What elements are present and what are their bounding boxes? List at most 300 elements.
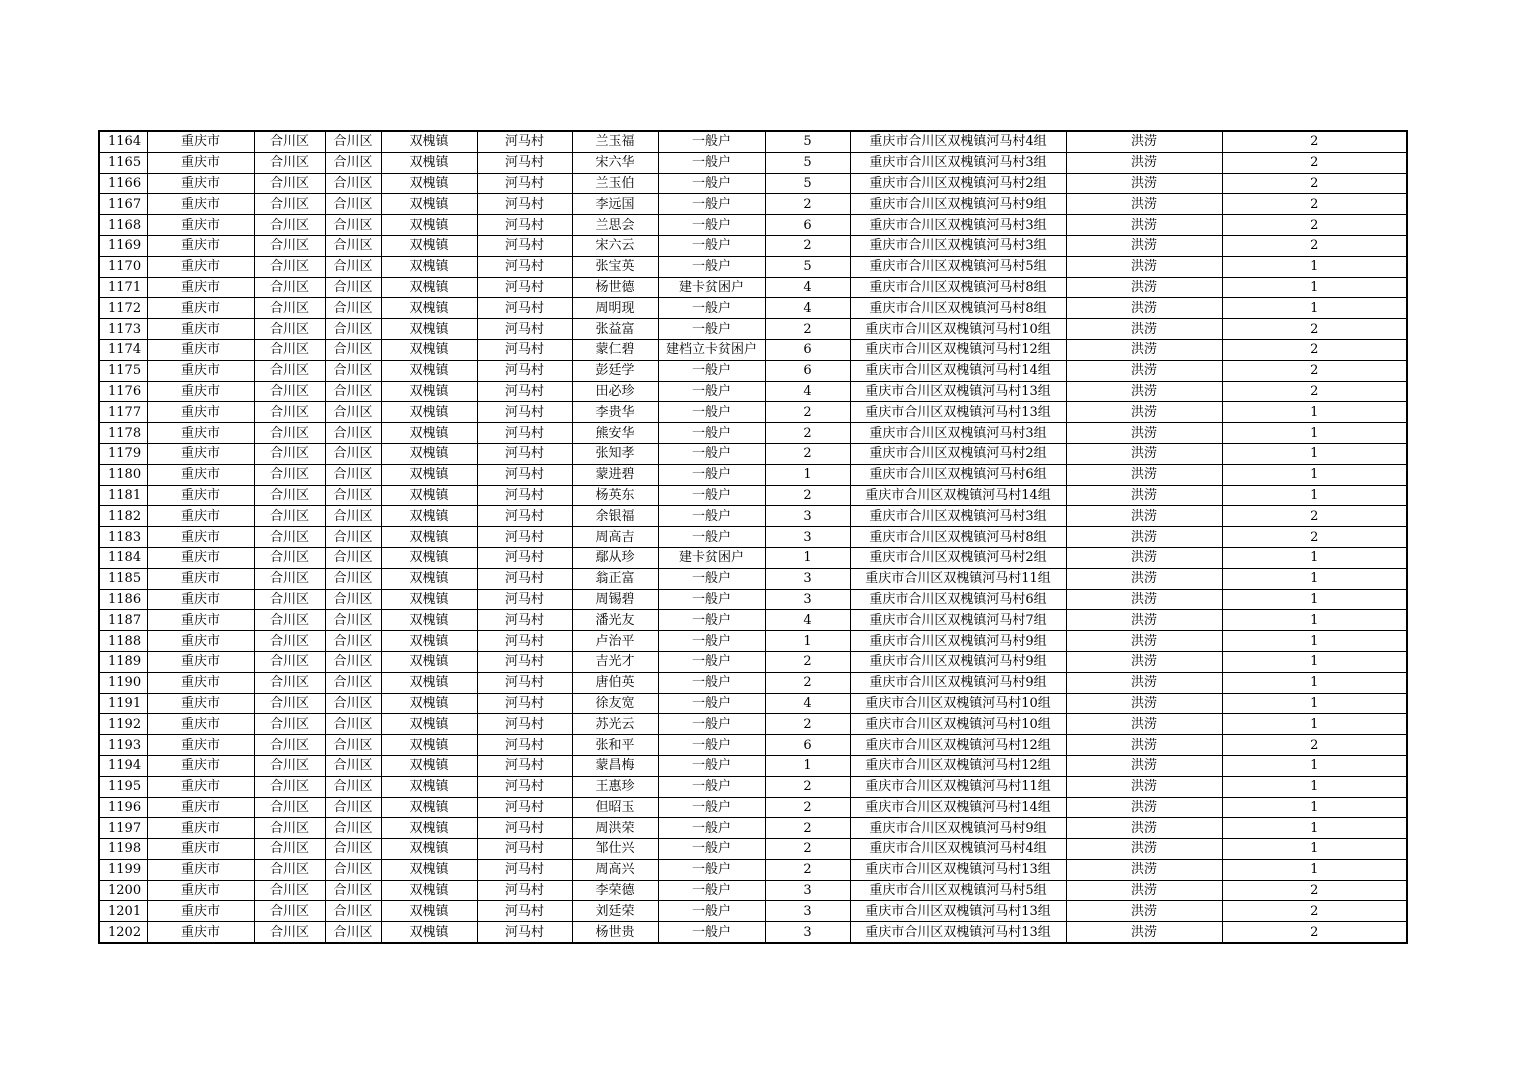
cell-household-type: 一般户 [658,256,765,277]
cell-household-type: 一般户 [658,859,765,880]
cell-name: 田必珍 [572,381,658,402]
cell-city: 重庆市 [147,901,254,922]
cell-household-type: 一般户 [658,672,765,693]
cell-disaster-type: 洪涝 [1066,215,1222,236]
cell-value: 1 [1222,423,1407,444]
cell-district: 合川区 [325,589,381,610]
cell-name: 翁正富 [572,568,658,589]
cell-value: 1 [1222,277,1407,298]
cell-address: 重庆市合川区双槐镇河马村10组 [850,693,1066,714]
cell-town: 双槐镇 [381,818,477,839]
cell-district: 合川区 [254,880,325,901]
cell-town: 双槐镇 [381,173,477,194]
cell-id: 1175 [99,360,147,381]
cell-district: 合川区 [254,381,325,402]
cell-name: 兰思会 [572,215,658,236]
cell-district: 合川区 [325,922,381,943]
cell-household-type: 一般户 [658,402,765,423]
cell-city: 重庆市 [147,568,254,589]
cell-count: 4 [765,277,850,298]
cell-city: 重庆市 [147,589,254,610]
cell-city: 重庆市 [147,402,254,423]
cell-district: 合川区 [254,506,325,527]
cell-value: 2 [1222,527,1407,548]
table-row [99,215,1407,236]
cell-village: 河马村 [477,131,572,152]
cell-district: 合川区 [325,443,381,464]
cell-id: 1184 [99,547,147,568]
cell-district: 合川区 [254,319,325,340]
cell-district: 合川区 [254,256,325,277]
cell-village: 河马村 [477,714,572,735]
cell-district: 合川区 [325,506,381,527]
cell-district: 合川区 [325,651,381,672]
cell-household-type: 一般户 [658,131,765,152]
cell-city: 重庆市 [147,381,254,402]
cell-village: 河马村 [477,901,572,922]
cell-city: 重庆市 [147,651,254,672]
cell-household-type: 一般户 [658,215,765,236]
cell-disaster-type: 洪涝 [1066,360,1222,381]
household-table [98,130,1408,944]
cell-district: 合川区 [254,402,325,423]
cell-value: 1 [1222,547,1407,568]
cell-disaster-type: 洪涝 [1066,839,1222,860]
table-row [99,589,1407,610]
cell-district: 合川区 [254,776,325,797]
cell-address: 重庆市合川区双槐镇河马村2组 [850,173,1066,194]
cell-name: 张益富 [572,319,658,340]
cell-disaster-type: 洪涝 [1066,381,1222,402]
cell-city: 重庆市 [147,235,254,256]
cell-count: 2 [765,714,850,735]
cell-address: 重庆市合川区双槐镇河马村12组 [850,755,1066,776]
cell-id: 1168 [99,215,147,236]
cell-village: 河马村 [477,631,572,652]
cell-count: 3 [765,527,850,548]
table-row [99,735,1407,756]
cell-count: 2 [765,194,850,215]
cell-town: 双槐镇 [381,319,477,340]
cell-disaster-type: 洪涝 [1066,443,1222,464]
cell-district: 合川区 [325,735,381,756]
cell-count: 2 [765,651,850,672]
cell-city: 重庆市 [147,485,254,506]
table-row [99,693,1407,714]
cell-value: 1 [1222,443,1407,464]
cell-disaster-type: 洪涝 [1066,880,1222,901]
cell-village: 河马村 [477,693,572,714]
cell-town: 双槐镇 [381,631,477,652]
cell-id: 1164 [99,131,147,152]
cell-village: 河马村 [477,755,572,776]
cell-name: 刘廷荣 [572,901,658,922]
cell-name: 彭廷学 [572,360,658,381]
cell-disaster-type: 洪涝 [1066,610,1222,631]
cell-count: 2 [765,797,850,818]
cell-district: 合川区 [325,256,381,277]
cell-town: 双槐镇 [381,298,477,319]
cell-count: 3 [765,922,850,943]
cell-town: 双槐镇 [381,839,477,860]
cell-city: 重庆市 [147,215,254,236]
cell-address: 重庆市合川区双槐镇河马村14组 [850,797,1066,818]
cell-district: 合川区 [254,173,325,194]
cell-household-type: 一般户 [658,693,765,714]
cell-name: 蒙仁碧 [572,339,658,360]
cell-town: 双槐镇 [381,277,477,298]
table-row [99,922,1407,943]
cell-district: 合川区 [325,152,381,173]
cell-district: 合川区 [325,215,381,236]
cell-household-type: 一般户 [658,922,765,943]
cell-district: 合川区 [254,714,325,735]
cell-name: 唐伯英 [572,672,658,693]
cell-district: 合川区 [325,610,381,631]
cell-district: 合川区 [254,672,325,693]
cell-count: 2 [765,319,850,340]
cell-count: 2 [765,859,850,880]
cell-district: 合川区 [254,360,325,381]
cell-address: 重庆市合川区双槐镇河马村13组 [850,859,1066,880]
cell-count: 6 [765,215,850,236]
cell-village: 河马村 [477,776,572,797]
cell-district: 合川区 [325,631,381,652]
cell-city: 重庆市 [147,859,254,880]
cell-count: 2 [765,423,850,444]
cell-disaster-type: 洪涝 [1066,256,1222,277]
cell-disaster-type: 洪涝 [1066,693,1222,714]
cell-count: 2 [765,402,850,423]
cell-household-type: 一般户 [658,880,765,901]
cell-address: 重庆市合川区双槐镇河马村3组 [850,506,1066,527]
cell-village: 河马村 [477,485,572,506]
cell-name: 宋六云 [572,235,658,256]
cell-district: 合川区 [325,235,381,256]
cell-district: 合川区 [254,631,325,652]
cell-name: 兰玉伯 [572,173,658,194]
cell-name: 李荣德 [572,880,658,901]
cell-village: 河马村 [477,152,572,173]
cell-household-type: 一般户 [658,797,765,818]
cell-id: 1178 [99,423,147,444]
cell-address: 重庆市合川区双槐镇河马村3组 [850,423,1066,444]
table-row [99,443,1407,464]
cell-id: 1187 [99,610,147,631]
cell-household-type: 建档立卡贫困户 [658,339,765,360]
cell-value: 1 [1222,610,1407,631]
cell-address: 重庆市合川区双槐镇河马村14组 [850,360,1066,381]
cell-village: 河马村 [477,402,572,423]
table-row [99,714,1407,735]
table-row [99,402,1407,423]
cell-district: 合川区 [325,485,381,506]
cell-town: 双槐镇 [381,880,477,901]
cell-village: 河马村 [477,256,572,277]
cell-district: 合川区 [325,776,381,797]
cell-id: 1166 [99,173,147,194]
cell-name: 周洪荣 [572,818,658,839]
cell-town: 双槐镇 [381,714,477,735]
cell-city: 重庆市 [147,277,254,298]
cell-count: 2 [765,672,850,693]
cell-district: 合川区 [254,818,325,839]
cell-count: 3 [765,589,850,610]
cell-value: 2 [1222,735,1407,756]
cell-district: 合川区 [254,235,325,256]
cell-name: 邹仕兴 [572,839,658,860]
cell-disaster-type: 洪涝 [1066,651,1222,672]
table-row [99,797,1407,818]
cell-disaster-type: 洪涝 [1066,901,1222,922]
cell-id: 1183 [99,527,147,548]
cell-id: 1192 [99,714,147,735]
table-row [99,631,1407,652]
cell-address: 重庆市合川区双槐镇河马村12组 [850,735,1066,756]
cell-city: 重庆市 [147,880,254,901]
table-row [99,610,1407,631]
cell-village: 河马村 [477,423,572,444]
cell-value: 1 [1222,485,1407,506]
cell-district: 合川区 [254,485,325,506]
cell-address: 重庆市合川区双槐镇河马村5组 [850,880,1066,901]
cell-city: 重庆市 [147,797,254,818]
cell-address: 重庆市合川区双槐镇河马村4组 [850,131,1066,152]
cell-village: 河马村 [477,506,572,527]
cell-id: 1173 [99,319,147,340]
cell-address: 重庆市合川区双槐镇河马村10组 [850,319,1066,340]
cell-disaster-type: 洪涝 [1066,735,1222,756]
cell-village: 河马村 [477,360,572,381]
cell-town: 双槐镇 [381,423,477,444]
cell-name: 蒙昌梅 [572,755,658,776]
cell-household-type: 一般户 [658,735,765,756]
cell-address: 重庆市合川区双槐镇河马村6组 [850,464,1066,485]
table-row [99,485,1407,506]
cell-district: 合川区 [325,464,381,485]
cell-id: 1171 [99,277,147,298]
cell-district: 合川区 [254,859,325,880]
cell-value: 2 [1222,506,1407,527]
table-row [99,235,1407,256]
cell-district: 合川区 [325,423,381,444]
cell-village: 河马村 [477,797,572,818]
cell-city: 重庆市 [147,152,254,173]
cell-name: 苏光云 [572,714,658,735]
table-row [99,527,1407,548]
table-row [99,568,1407,589]
cell-district: 合川区 [325,797,381,818]
cell-value: 2 [1222,194,1407,215]
cell-village: 河马村 [477,568,572,589]
cell-value: 2 [1222,215,1407,236]
cell-id: 1179 [99,443,147,464]
cell-id: 1177 [99,402,147,423]
cell-village: 河马村 [477,839,572,860]
cell-count: 6 [765,360,850,381]
cell-city: 重庆市 [147,319,254,340]
cell-city: 重庆市 [147,443,254,464]
cell-household-type: 一般户 [658,818,765,839]
cell-name: 杨英东 [572,485,658,506]
cell-name: 张知孝 [572,443,658,464]
cell-district: 合川区 [254,277,325,298]
cell-district: 合川区 [254,194,325,215]
cell-name: 徐友宽 [572,693,658,714]
cell-disaster-type: 洪涝 [1066,631,1222,652]
cell-count: 1 [765,631,850,652]
cell-village: 河马村 [477,235,572,256]
cell-district: 合川区 [325,319,381,340]
cell-name: 熊安华 [572,423,658,444]
cell-count: 2 [765,818,850,839]
cell-count: 4 [765,693,850,714]
cell-id: 1189 [99,651,147,672]
cell-count: 2 [765,839,850,860]
cell-id: 1169 [99,235,147,256]
cell-village: 河马村 [477,922,572,943]
cell-district: 合川区 [325,693,381,714]
cell-value: 1 [1222,859,1407,880]
cell-count: 1 [765,464,850,485]
cell-address: 重庆市合川区双槐镇河马村13组 [850,922,1066,943]
cell-district: 合川区 [325,859,381,880]
table-row [99,755,1407,776]
cell-village: 河马村 [477,173,572,194]
cell-address: 重庆市合川区双槐镇河马村8组 [850,298,1066,319]
cell-address: 重庆市合川区双槐镇河马村11组 [850,568,1066,589]
table-row [99,339,1407,360]
cell-value: 1 [1222,776,1407,797]
cell-id: 1176 [99,381,147,402]
cell-town: 双槐镇 [381,215,477,236]
cell-district: 合川区 [254,547,325,568]
cell-village: 河马村 [477,547,572,568]
cell-district: 合川区 [325,901,381,922]
cell-id: 1199 [99,859,147,880]
cell-household-type: 一般户 [658,381,765,402]
cell-village: 河马村 [477,339,572,360]
cell-disaster-type: 洪涝 [1066,755,1222,776]
cell-district: 合川区 [325,880,381,901]
cell-city: 重庆市 [147,131,254,152]
cell-village: 河马村 [477,610,572,631]
cell-town: 双槐镇 [381,672,477,693]
cell-household-type: 一般户 [658,485,765,506]
cell-address: 重庆市合川区双槐镇河马村2组 [850,547,1066,568]
cell-id: 1181 [99,485,147,506]
cell-count: 5 [765,256,850,277]
cell-city: 重庆市 [147,672,254,693]
cell-village: 河马村 [477,527,572,548]
cell-town: 双槐镇 [381,610,477,631]
cell-village: 河马村 [477,672,572,693]
cell-count: 3 [765,880,850,901]
cell-household-type: 一般户 [658,631,765,652]
cell-address: 重庆市合川区双槐镇河马村6组 [850,589,1066,610]
cell-district: 合川区 [325,818,381,839]
cell-count: 2 [765,485,850,506]
cell-city: 重庆市 [147,423,254,444]
cell-city: 重庆市 [147,735,254,756]
cell-disaster-type: 洪涝 [1066,922,1222,943]
cell-city: 重庆市 [147,755,254,776]
table-row [99,277,1407,298]
cell-disaster-type: 洪涝 [1066,319,1222,340]
cell-count: 5 [765,152,850,173]
table-row [99,776,1407,797]
cell-district: 合川区 [254,589,325,610]
cell-village: 河马村 [477,381,572,402]
table-row [99,818,1407,839]
table-row [99,298,1407,319]
cell-value: 2 [1222,152,1407,173]
cell-value: 1 [1222,568,1407,589]
cell-village: 河马村 [477,464,572,485]
table-row [99,880,1407,901]
cell-id: 1167 [99,194,147,215]
cell-count: 3 [765,506,850,527]
cell-value: 2 [1222,319,1407,340]
cell-district: 合川区 [254,901,325,922]
cell-value: 1 [1222,839,1407,860]
cell-town: 双槐镇 [381,485,477,506]
cell-town: 双槐镇 [381,464,477,485]
cell-value: 2 [1222,173,1407,194]
cell-disaster-type: 洪涝 [1066,568,1222,589]
cell-city: 重庆市 [147,631,254,652]
cell-value: 2 [1222,360,1407,381]
cell-district: 合川区 [254,568,325,589]
cell-town: 双槐镇 [381,527,477,548]
cell-household-type: 一般户 [658,506,765,527]
cell-id: 1174 [99,339,147,360]
cell-name: 潘光友 [572,610,658,631]
table-row [99,152,1407,173]
cell-id: 1185 [99,568,147,589]
cell-household-type: 一般户 [658,776,765,797]
cell-city: 重庆市 [147,839,254,860]
cell-district: 合川区 [325,298,381,319]
cell-value: 1 [1222,818,1407,839]
cell-count: 6 [765,735,850,756]
cell-value: 2 [1222,901,1407,922]
cell-household-type: 一般户 [658,610,765,631]
cell-id: 1198 [99,839,147,860]
cell-district: 合川区 [254,693,325,714]
cell-disaster-type: 洪涝 [1066,194,1222,215]
cell-value: 1 [1222,693,1407,714]
cell-disaster-type: 洪涝 [1066,797,1222,818]
cell-district: 合川区 [325,672,381,693]
cell-address: 重庆市合川区双槐镇河马村9组 [850,672,1066,693]
cell-city: 重庆市 [147,693,254,714]
cell-town: 双槐镇 [381,735,477,756]
cell-district: 合川区 [254,922,325,943]
cell-name: 但昭玉 [572,797,658,818]
cell-disaster-type: 洪涝 [1066,173,1222,194]
cell-town: 双槐镇 [381,568,477,589]
cell-town: 双槐镇 [381,402,477,423]
cell-household-type: 一般户 [658,423,765,444]
cell-value: 2 [1222,381,1407,402]
cell-address: 重庆市合川区双槐镇河马村10组 [850,714,1066,735]
cell-town: 双槐镇 [381,360,477,381]
cell-household-type: 建卡贫困户 [658,277,765,298]
cell-name: 周锡碧 [572,589,658,610]
cell-household-type: 一般户 [658,568,765,589]
cell-city: 重庆市 [147,506,254,527]
